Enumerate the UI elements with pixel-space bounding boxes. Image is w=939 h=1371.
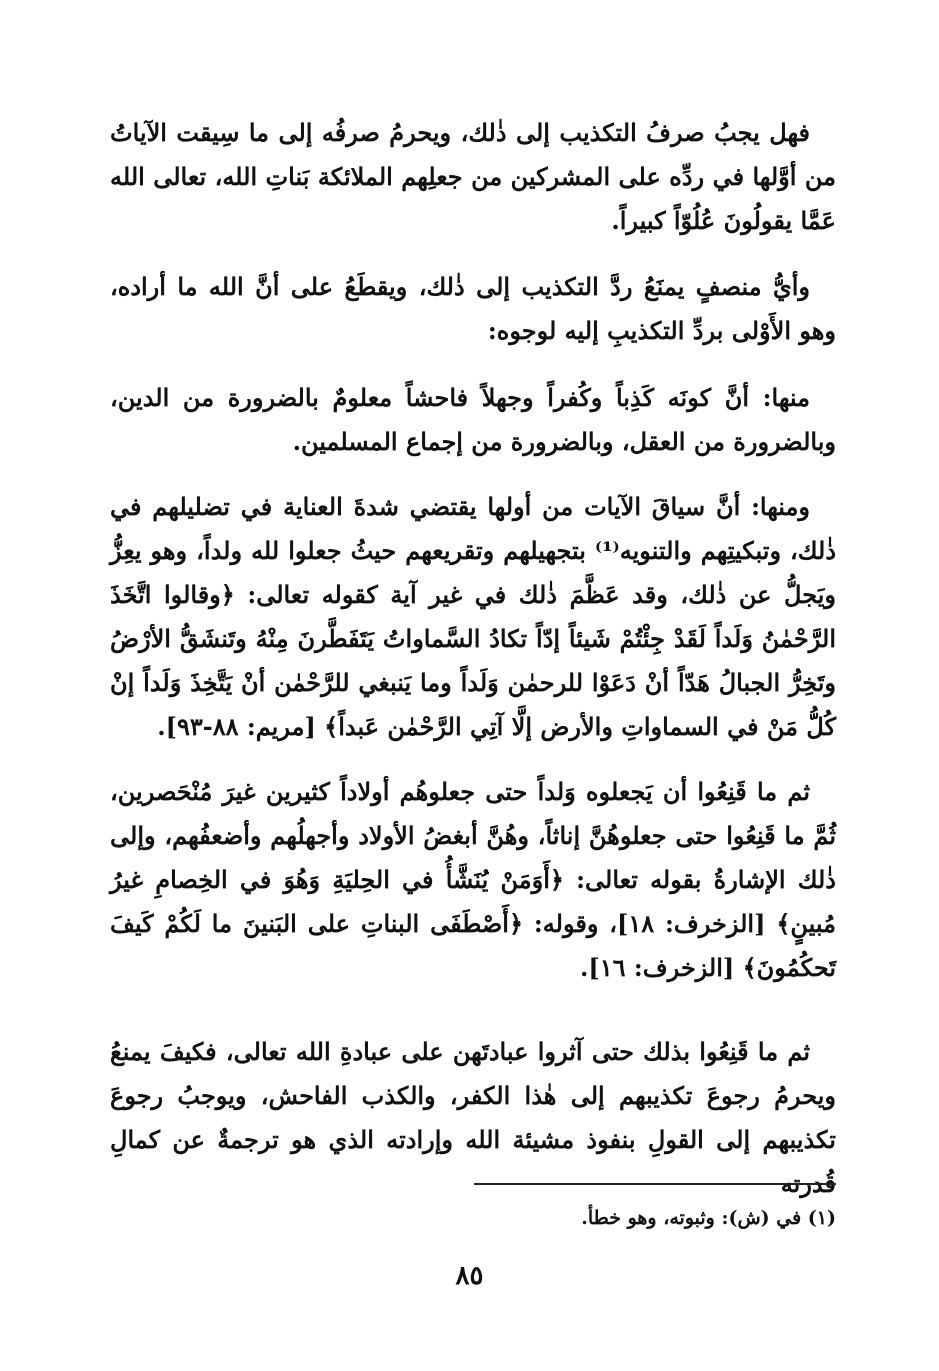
paragraph-2 xyxy=(110,265,836,353)
paragraph-text: منها: أنَّ كونَه كَذِباً وكُفراً وجهلاً فاحشاً معلومٌ بالضرورة من الدين، وبالضرورة من العقل، وبالضرورة من إجماع المسلمين. xyxy=(110,383,836,456)
page-number: ٨٥ xyxy=(455,1261,484,1291)
paragraph-text: ومنها: أنَّ سياقَ الآيات من أولها يقتضي شدةَ العناية في تضليلهم في ذٰلك، وتبكيتِهم والتنويه⁽¹⁾ بتجهيلهم وتقريعهم حيثُ جعلوا لله ولداً، وهو يعِزُّ ويَجلُّ عن ذٰلك، وقد عَظَّمَ ذٰلك في غير آية كقوله تعالى: ﴿وقالوا اتَّخَذَ الرَّحْمٰنُ وَلَداً لَقَدْ جِئْتُمْ شَيئاً إدّاً تكادُ السَّماواتُ يَتَفَطَّرنَ مِنْهُ وتَنشَقُّ الأرْضُ وتَخِرُّ الجبالُ هَدّاً أنْ دَعَوْا للرحمٰن وَلَداً وما يَنبغي للرَّحْمٰن أنْ يَتَّخِذَ وَلَداً إنْ كُلُّ مَنْ في السماواتِ والأرض إلَّا آتِي الرَّحْمٰن عَبداً﴾ [مريم: ٨٨-٩٣]. xyxy=(110,492,837,741)
footnote-divider xyxy=(474,1183,836,1185)
paragraph-3 xyxy=(110,376,836,464)
paragraph-5 xyxy=(110,770,836,990)
paragraph-6 xyxy=(110,1030,836,1198)
paragraph-text: فهل يجبُ صرفُ التكذيب إلى ذٰلك، ويحرمُ صرفُه إلى ما سِيقت الآياتُ من أوَّلها في ردِّه على المشركين من جعلِهم الملائكة بَناتِ الله، تعالى الله عَمَّا يقولُونَ عُلُوّاً كبيراً. xyxy=(110,118,836,235)
paragraph-4 xyxy=(110,485,836,749)
footnote: (١) في (ش): وثبوته، وهو خطأ. xyxy=(581,1207,836,1229)
paragraph-text: ثم ما قَنِعُوا بذلك حتى آثروا عبادتَهن على عبادةِ الله تعالى، فكيفَ يمنعُ ويحرمُ رجوعَ تكذيبهم إلى هٰذا الكفر، والكذب الفاحش، ويوجبُ رجوعَ تكذيبهم إلى القولِ بنفوذ مشيئة الله وإرادته الذي هو ترجمةٌ عن كمالِ قُدرته xyxy=(110,1037,836,1198)
paragraph-text: ثم ما قَنِعُوا أن يَجعلوه وَلداً حتى جعلوهُم أولاداً كثيرين غيرَ مُنْحَصرين، ثُمَّ ما قَنِعُوا حتى جعلوهُنَّ إناثاً، وهُنَّ أبغضُ الأولاد وأجهلُهم وأضعفُهم، وإلى ذٰلك الإشارةُ بقوله تعالى: ﴿أَوَمَنْ يُنَشَّأُ في الحِليَةِ وَهُوَ في الخِصامِ غيرُ مُبينٍ﴾ [الزخرف: ١٨]، وقوله: ﴿أَصْطَفَى البناتِ على البَنينَ ما لَكُمْ كَيفَ تَحكُمُونَ﴾ [الزخرف: ١٦]. xyxy=(110,777,837,982)
paragraph-1 xyxy=(110,111,836,243)
paragraph-text: وأيُّ منصفٍ يمنَعُ ردَّ التكذيب إلى ذٰلك، ويقطَعُ على أنَّ الله ما أراده، وهو الأَوْلى بردِّ التكذيبِ إليه لوجوه: xyxy=(110,272,836,345)
